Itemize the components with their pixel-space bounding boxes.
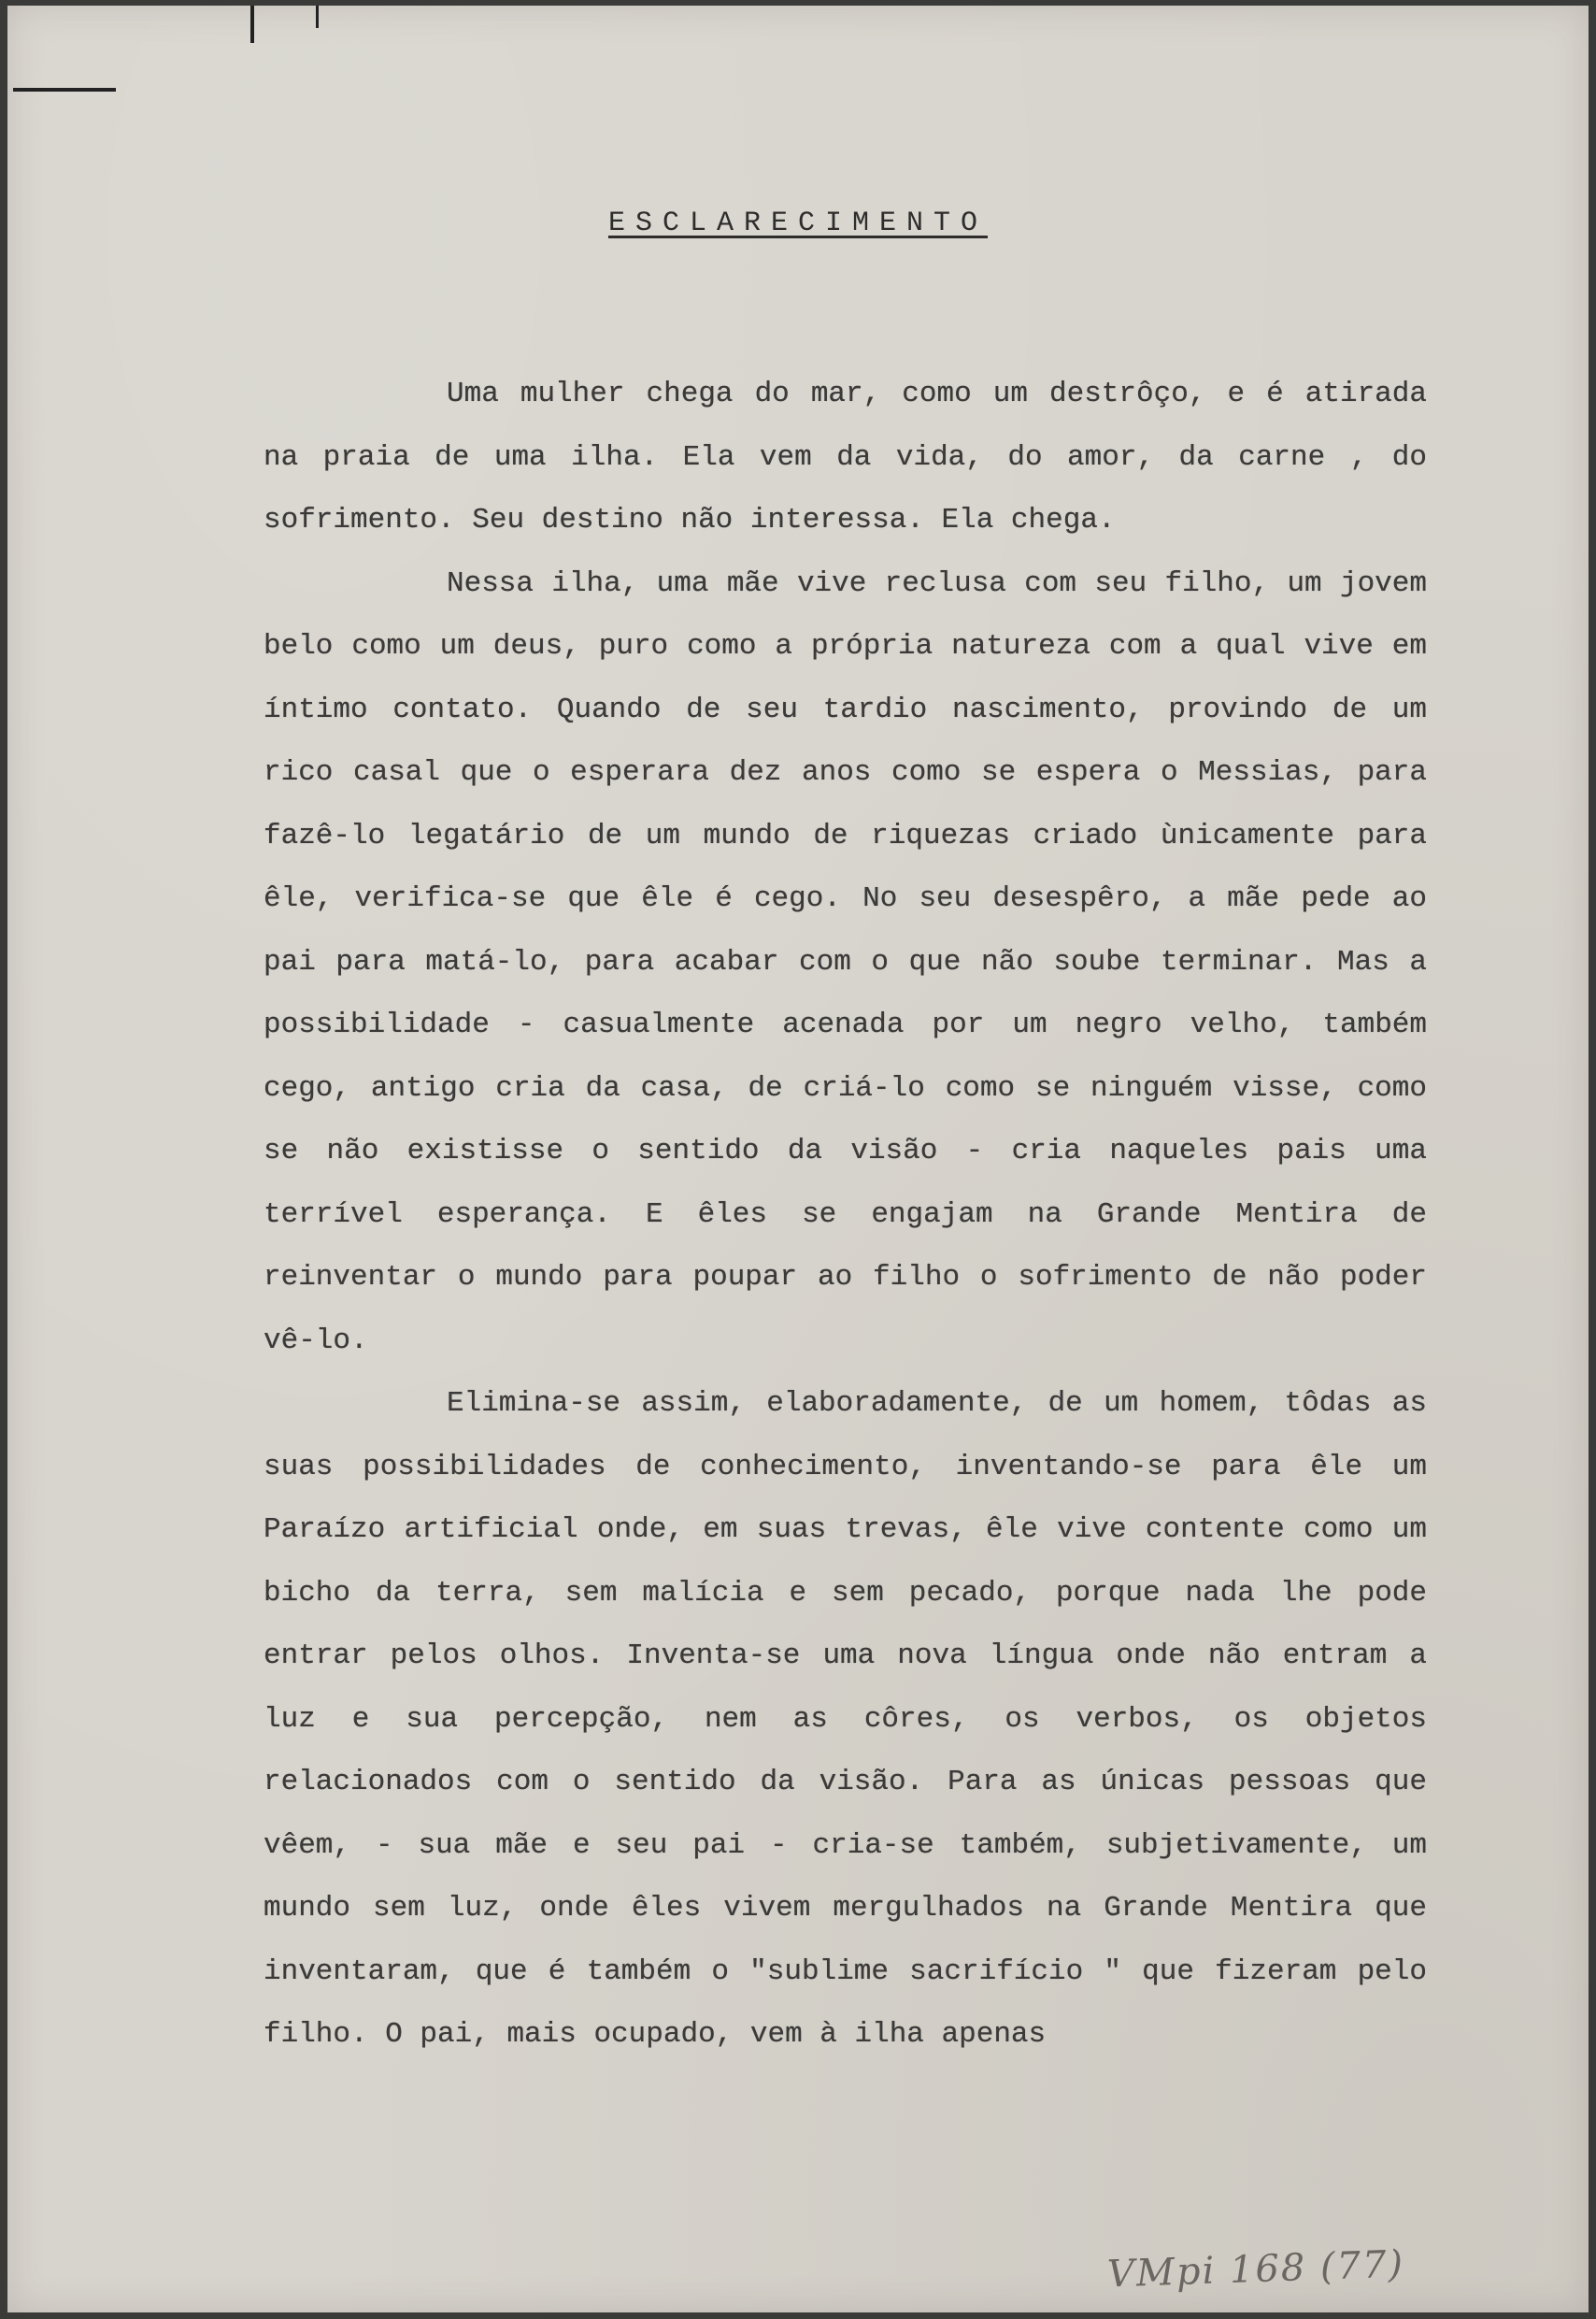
edge-mark — [250, 6, 254, 43]
paragraph: Elimina-se assim, elaboradamente, de um homem, tôdas as suas possibilidades de conhecimento, inventando-se para êle um Paraízo artificial onde, em suas trevas, êle vive contente como um bicho da terra, sem malícia e sem pecado, porque nada lhe pode entrar pelos olhos. Inventa-se uma nova língua onde não entram a luz e sua percepção, nem as côres, os verbos, os objetos relacionados com o sentido da visão. Para as únicas pessoas que vêem, - sua mãe e seu pai - cria-se também, subjetivamente, um mundo sem luz, onde êles vivem mergulhados na Grande Mentira que inventaram, que é também o "sublime sacrifício " que fizeram pelo filho. O pai, mais ocupado, vem à ilha apenas — [264, 1387, 1427, 2051]
document-title: ESCLARECIMENTO — [607, 208, 989, 239]
paragraph: Nessa ilha, uma mãe vive reclusa com seu filho, um jovem belo como um deus, puro como a própria natureza com a qual vive em íntimo contato. Quando de seu tardio nascimento, provindo de um rico casal que o esperara dez anos como se espera o Messias, para fazê-lo legatário de um mundo de riquezas criado ùnicamente para êle, verifica-se que êle é cego. No seu desespêro, a mãe pede ao pai para matá-lo, para acabar com o que não soube terminar. Mas a possibilidade - casualmente acenada por um negro velho, também cego, antigo cria da casa, de criá-lo como se ninguém visse, como se não existisse o sentido da visão - cria naqueles pais uma terrível esperança. E êles se engajam na Grande Mentira de reinventar o mundo para poupar ao filho o sofrimento de não poder vê-lo. — [264, 566, 1427, 1357]
edge-mark — [316, 6, 319, 28]
paragraph: Uma mulher chega do mar, como um destrôço, e é atirada na praia de uma ilha. Ela vem da vida, do amor, da carne , do sofrimento. Seu destino não interessa. Ela chega. — [264, 378, 1427, 537]
edge-mark — [13, 88, 116, 92]
archive-annotation: VMpi 168 (77) — [1106, 2242, 1405, 2297]
document-body — [264, 363, 1427, 2067]
